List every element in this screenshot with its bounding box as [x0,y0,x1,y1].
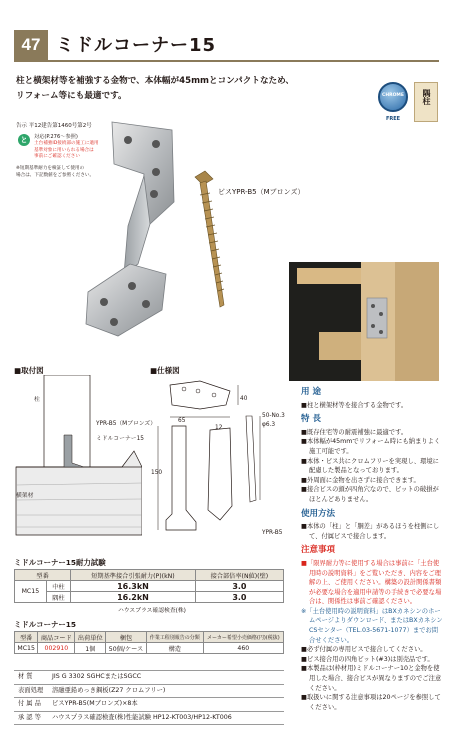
product-info-column [301,388,443,712]
spec-value: ハウスプラス確認検査(株)性能試験 HP12-KT003/HP12-KT006 [52,713,232,721]
header-divider [14,60,439,62]
spec-key: 表面処理 [18,686,44,694]
feature-item: ■本体幅が45mmでリフォーム時にも納まりよく施工可能です。 [301,438,441,455]
strength-header-model: 型番 [15,570,71,581]
red-notice-line: 土台補強ID接続部の施工に適用 [34,141,99,146]
chrome-free-icon [378,82,408,112]
spec-figure-label: ■仕様図 [150,366,180,375]
spec-key: 材 質 [18,673,33,680]
feature-item: ■既存住宅等の耐震補強に最適です。 [301,428,408,436]
approval-note: 告示 平12建告第1460号第2号 [16,123,92,129]
table-row [15,581,284,592]
spec-value: ビスYPR-B5(Mブロンズ)×8本 [52,700,138,708]
strength-model-cell: MC15 [15,581,47,603]
table-row [15,643,284,654]
category-tag-label: 隅柱 [422,89,431,105]
caution-heading: 注意事項 [301,545,336,556]
footnote-line: 場合は、下記数値をご参照ください。 [16,172,95,178]
feature-item: ■外周面に金物を出さずに接合できます。 [301,476,420,484]
page-number: 47 [14,30,48,60]
features-heading: 特 長 [301,414,321,425]
spec-screw-type: 50-No.3 [262,413,285,419]
product-header: 梱包 [106,632,147,643]
install-screw-label: YPR-B5（Mブロンズ） [96,421,156,427]
caution-red-item: ■「限界耐力等に使用する場合は事前に「土台使用時の説明資料」をご覧いただき、内容をご理解の上、ご使用ください。構築の設計関係書類が必要な場合を適用申請等の手続きで必要な場合は、関係性は事前ご確認ください。 [301,559,442,606]
table-row [15,592,284,603]
install-figure-label: ■取付図 [14,366,44,375]
uses-item: ■柱と横架材等を接合する金物です。 [301,401,408,409]
product-header: 出荷単位 [75,632,106,643]
spec-screw-name: YPR-B5 [262,530,283,536]
spec-row [14,670,284,684]
strength-position-cell: 隅柱 [46,592,70,603]
product-header: メーカー希望小売価格(円)(税抜) [203,632,283,643]
product-cell: MC15 [15,643,38,654]
footnote-line: ※短期基準耐力を検証して使用の [16,166,85,171]
product-cell: 50個/ケース [106,643,147,654]
feature-item: ■接合ビスの頭が四角穴なので、ビットの破損がほとんどありません。 [301,486,439,503]
caution-item: ■ビス接合用の四角ビット(#3)は別売品です。 [301,655,434,663]
red-notice-line: 基準対象に用いられる場合は [34,147,94,153]
product-table [14,631,284,654]
spec-row [14,711,284,726]
caution-item: ■本製品は(枠材用)ミドルコーナー10と金物を使用した場合、接合ビスが異なりますのでご注意ください。 [301,665,442,692]
strength-value-cell: 16.2kN [71,592,196,603]
product-table-title: ミドルコーナー15 [14,620,77,629]
product-cell: 460 [203,643,283,654]
installation-photo [289,262,439,381]
chrome-free-label: FREE [385,116,401,122]
strength-table-title: ミドルコーナー15耐力試験 [14,558,106,567]
spec-dim-width: 65 [178,418,186,424]
strength-value-cell: 16.3kN [71,581,196,592]
spec-key: 付 属 品 [18,700,41,708]
strength-header-value: 短期基準接合引張耐力(P)(kN) [71,570,196,581]
spec-list [14,670,284,725]
install-post-label: 柱 [34,397,40,403]
caution-blue-item: ※「土台使用時の説明資料」はBXカネシンのホームページよりダウンロード、またはBXカネシンCSセンター（TEL.03-5671-1077）までお問合せください。 [301,607,443,644]
strength-header-ratio: 接合部倍率(N値)(壁) [195,570,283,581]
lead-text [16,74,316,103]
spec-dim-height: 150 [151,470,163,476]
caution-item: ■必ず付属の専用ビスで接合してください。 [301,646,427,654]
category-tag [414,82,438,122]
feature-item: ■本体・ビス共にクロムフリーを実現し、環境に配慮した製品となっております。 [301,457,439,475]
spec-row [14,697,284,711]
lead-line: リフォーム等にも最適です。 [16,90,127,101]
chrome-badge-text: CHROME [382,93,404,98]
strength-ratio-cell: 3.0 [195,592,283,603]
uses-heading: 用 途 [301,387,321,397]
spec-value: 溶融亜鉛めっき鋼板(Z27 クロムフリー) [52,686,166,694]
spec-row [14,684,284,698]
screw-label: ビスYPR-B5（Mブロンズ） [218,188,305,196]
product-code-cell: 002910 [38,643,75,654]
spec-value: JIS G 3302 SGHCまたはSGCC [52,673,142,680]
lead-line: 柱と横架材等を補強する金物で、本体幅が45mmとコンパクトなため、 [16,76,294,86]
product-cell: 1個 [75,643,106,654]
spec-key: 承 認 等 [18,713,41,721]
spec-dim-depth: 40 [240,396,248,402]
page-header [0,30,451,60]
product-header: 商品コード [38,632,75,643]
reference-note: 対応(P.276～参照) [34,134,78,140]
install-product-label: ミドルコーナー15 [96,436,144,442]
strength-table-note: ハウスプラス確認検査(株) [118,608,186,614]
red-notice-line: 事前にご確認ください [34,154,80,159]
install-beam-label: 横架材 [16,493,34,499]
product-header: 型番 [15,632,38,643]
strength-position-cell: 中柱 [46,581,70,592]
product-cell: 構造 [146,643,203,654]
reference-mark-icon: と [18,134,30,146]
strength-ratio-cell: 3.0 [195,581,283,592]
spec-screw-dia: φ6.3 [262,422,276,428]
page-title: ミドルコーナー15 [56,35,217,56]
product-header: 作業工程別報告の分類 [146,632,203,643]
spec-dim-thickness: 12 [215,425,223,431]
usage-heading: 使用方法 [301,508,336,519]
caution-item: ■取扱いに関する注意事項は20ページを参照してください。 [301,694,441,711]
strength-table [14,569,284,603]
usage-item: ■本体の「柱」と「胴差」があるほうを柱側にして、付属ビスで接合します。 [301,523,440,540]
